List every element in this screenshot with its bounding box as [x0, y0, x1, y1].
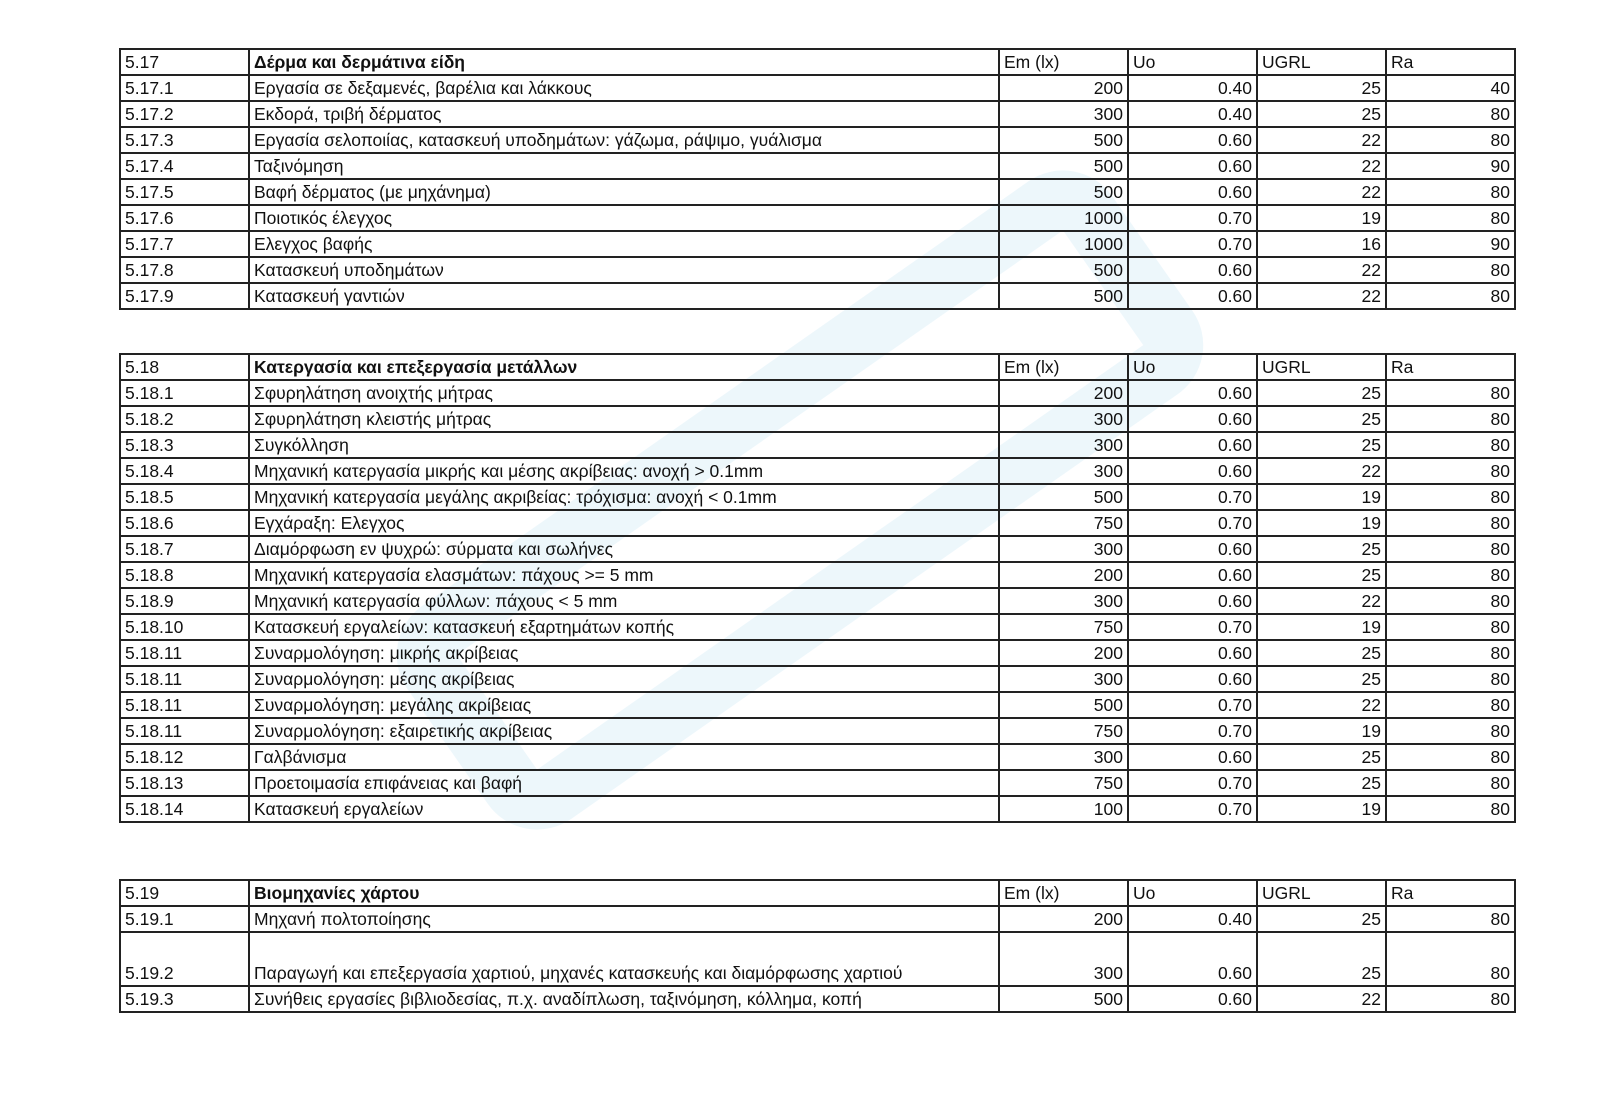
ugrl-value: 19 [1257, 796, 1386, 822]
table-row [120, 796, 1515, 822]
table-row [120, 406, 1515, 432]
item-description: Εκδορά, τριβή δέρματος [249, 101, 999, 127]
item-description: Κατασκευή γαντιών [249, 283, 999, 309]
em-value: 500 [999, 257, 1128, 283]
column-header: Ra [1386, 880, 1515, 906]
ra-value: 80 [1386, 179, 1515, 205]
section-title: Βιομηχανίες χάρτου [249, 880, 999, 906]
ra-value: 80 [1386, 770, 1515, 796]
item-description: Κατασκευή εργαλείων: κατασκευή εξαρτημάτων κοπής [249, 614, 999, 640]
section-table-5-17 [119, 48, 1516, 310]
item-description: Διαμόρφωση εν ψυχρώ: σύρματα και σωλήνες [249, 536, 999, 562]
item-description: Κατασκευή εργαλείων [249, 796, 999, 822]
uo-value: 0.60 [1128, 127, 1257, 153]
uo-value: 0.60 [1128, 536, 1257, 562]
item-description: Σφυρηλάτηση κλειστής μήτρας [249, 406, 999, 432]
table-row [120, 231, 1515, 257]
ugrl-value: 25 [1257, 906, 1386, 932]
table-row [120, 770, 1515, 796]
ugrl-value: 22 [1257, 986, 1386, 1012]
column-header: UGRL [1257, 880, 1386, 906]
column-header: Em (lx) [999, 354, 1128, 380]
em-value: 500 [999, 283, 1128, 309]
ra-value: 80 [1386, 257, 1515, 283]
item-description: Μηχανική κατεργασία μεγάλης ακριβείας: τρόχισμα: ανοχή < 0.1mm [249, 484, 999, 510]
item-code: 5.18.2 [120, 406, 249, 432]
uo-value: 0.70 [1128, 205, 1257, 231]
ugrl-value: 25 [1257, 75, 1386, 101]
item-code: 5.17.9 [120, 283, 249, 309]
uo-value: 0.70 [1128, 796, 1257, 822]
uo-value: 0.60 [1128, 588, 1257, 614]
item-description: Βαφή δέρματος (με μηχάνημα) [249, 179, 999, 205]
item-description: Εργασία σε δεξαμενές, βαρέλια και λάκκους [249, 75, 999, 101]
ugrl-value: 25 [1257, 666, 1386, 692]
uo-value: 0.60 [1128, 257, 1257, 283]
ugrl-value: 19 [1257, 484, 1386, 510]
em-value: 200 [999, 640, 1128, 666]
uo-value: 0.60 [1128, 932, 1257, 986]
ugrl-value: 25 [1257, 406, 1386, 432]
item-code: 5.17.5 [120, 179, 249, 205]
section-title: Κατεργασία και επεξεργασία μετάλλων [249, 354, 999, 380]
column-header: Em (lx) [999, 49, 1128, 75]
table-row [120, 432, 1515, 458]
ra-value: 80 [1386, 536, 1515, 562]
item-description: Κατασκευή υποδημάτων [249, 257, 999, 283]
section-title: Δέρμα και δερμάτινα είδη [249, 49, 999, 75]
table-row [120, 283, 1515, 309]
item-code: 5.18.8 [120, 562, 249, 588]
item-code: 5.18.7 [120, 536, 249, 562]
table-row [120, 127, 1515, 153]
ugrl-value: 22 [1257, 458, 1386, 484]
em-value: 300 [999, 406, 1128, 432]
uo-value: 0.60 [1128, 283, 1257, 309]
em-value: 300 [999, 666, 1128, 692]
ra-value: 80 [1386, 666, 1515, 692]
ra-value: 80 [1386, 380, 1515, 406]
item-description: Σφυρηλάτηση ανοιχτής μήτρας [249, 380, 999, 406]
item-code: 5.17.2 [120, 101, 249, 127]
item-code: 5.17.4 [120, 153, 249, 179]
ra-value: 80 [1386, 640, 1515, 666]
em-value: 500 [999, 692, 1128, 718]
ugrl-value: 22 [1257, 588, 1386, 614]
uo-value: 0.70 [1128, 484, 1257, 510]
column-header: Uo [1128, 880, 1257, 906]
em-value: 500 [999, 484, 1128, 510]
item-code: 5.19.2 [120, 932, 249, 986]
ra-value: 80 [1386, 432, 1515, 458]
ra-value: 80 [1386, 484, 1515, 510]
table-header-row [120, 354, 1515, 380]
table-header-row [120, 49, 1515, 75]
uo-value: 0.40 [1128, 906, 1257, 932]
uo-value: 0.60 [1128, 744, 1257, 770]
em-value: 1000 [999, 231, 1128, 257]
em-value: 500 [999, 127, 1128, 153]
item-description: Συναρμολόγηση: μέσης ακρίβειας [249, 666, 999, 692]
em-value: 200 [999, 75, 1128, 101]
uo-value: 0.60 [1128, 179, 1257, 205]
em-value: 200 [999, 380, 1128, 406]
table-row [120, 744, 1515, 770]
ra-value: 80 [1386, 283, 1515, 309]
uo-value: 0.40 [1128, 75, 1257, 101]
table-row [120, 380, 1515, 406]
ugrl-value: 19 [1257, 510, 1386, 536]
table-row [120, 562, 1515, 588]
ra-value: 80 [1386, 101, 1515, 127]
uo-value: 0.40 [1128, 101, 1257, 127]
uo-value: 0.60 [1128, 666, 1257, 692]
item-code: 5.17.3 [120, 127, 249, 153]
item-description: Συναρμολόγηση: μεγάλης ακρίβειας [249, 692, 999, 718]
item-code: 5.18.5 [120, 484, 249, 510]
ugrl-value: 22 [1257, 257, 1386, 283]
em-value: 750 [999, 718, 1128, 744]
item-code: 5.18.3 [120, 432, 249, 458]
em-value: 300 [999, 536, 1128, 562]
item-description: Εγχάραξη: Ελεγχος [249, 510, 999, 536]
section-table-5-19 [119, 879, 1516, 1013]
column-header: Uo [1128, 354, 1257, 380]
ugrl-value: 25 [1257, 562, 1386, 588]
table-row [120, 458, 1515, 484]
ra-value: 80 [1386, 127, 1515, 153]
ugrl-value: 25 [1257, 932, 1386, 986]
ugrl-value: 25 [1257, 536, 1386, 562]
em-value: 500 [999, 153, 1128, 179]
ra-value: 80 [1386, 796, 1515, 822]
item-code: 5.18.11 [120, 640, 249, 666]
item-description: Συναρμολόγηση: μικρής ακρίβειας [249, 640, 999, 666]
ra-value: 80 [1386, 510, 1515, 536]
em-value: 200 [999, 562, 1128, 588]
table-row [120, 257, 1515, 283]
item-code: 5.18.10 [120, 614, 249, 640]
item-description: Μηχανική κατεργασία μικρής και μέσης ακρίβειας: ανοχή > 0.1mm [249, 458, 999, 484]
ra-value: 80 [1386, 692, 1515, 718]
ugrl-value: 22 [1257, 127, 1386, 153]
table-row [120, 906, 1515, 932]
em-value: 300 [999, 101, 1128, 127]
item-code: 5.18.4 [120, 458, 249, 484]
ugrl-value: 25 [1257, 380, 1386, 406]
section-code: 5.17 [120, 49, 249, 75]
ugrl-value: 22 [1257, 692, 1386, 718]
table-row [120, 932, 1515, 986]
column-header: Uo [1128, 49, 1257, 75]
ra-value: 40 [1386, 75, 1515, 101]
em-value: 750 [999, 510, 1128, 536]
item-code: 5.19.3 [120, 986, 249, 1012]
uo-value: 0.60 [1128, 640, 1257, 666]
item-description: Συγκόλληση [249, 432, 999, 458]
item-description: Συνήθεις εργασίες βιβλιοδεσίας, π.χ. αναδίπλωση, ταξινόμηση, κόλλημα, κοπή [249, 986, 999, 1012]
column-header: UGRL [1257, 354, 1386, 380]
ugrl-value: 25 [1257, 640, 1386, 666]
ra-value: 80 [1386, 906, 1515, 932]
em-value: 300 [999, 744, 1128, 770]
table-header-row [120, 880, 1515, 906]
uo-value: 0.70 [1128, 692, 1257, 718]
item-code: 5.19.1 [120, 906, 249, 932]
item-description: Ταξινόμηση [249, 153, 999, 179]
em-value: 200 [999, 906, 1128, 932]
item-code: 5.18.6 [120, 510, 249, 536]
ra-value: 80 [1386, 986, 1515, 1012]
uo-value: 0.60 [1128, 406, 1257, 432]
table-row [120, 179, 1515, 205]
column-header: Ra [1386, 354, 1515, 380]
ra-value: 80 [1386, 205, 1515, 231]
ugrl-value: 16 [1257, 231, 1386, 257]
section-code: 5.18 [120, 354, 249, 380]
em-value: 300 [999, 432, 1128, 458]
item-code: 5.17.7 [120, 231, 249, 257]
item-code: 5.18.14 [120, 796, 249, 822]
ra-value: 80 [1386, 458, 1515, 484]
section-table-5-18 [119, 353, 1516, 823]
table-row [120, 536, 1515, 562]
ra-value: 80 [1386, 406, 1515, 432]
uo-value: 0.70 [1128, 770, 1257, 796]
item-description: Μηχανική κατεργασία φύλλων: πάχους < 5 mm [249, 588, 999, 614]
table-row [120, 153, 1515, 179]
table-row [120, 692, 1515, 718]
ra-value: 80 [1386, 588, 1515, 614]
table-row [120, 75, 1515, 101]
item-code: 5.18.12 [120, 744, 249, 770]
em-value: 500 [999, 179, 1128, 205]
item-description: Συναρμολόγηση: εξαιρετικής ακρίβειας [249, 718, 999, 744]
table-row [120, 718, 1515, 744]
item-description: Μηχανική κατεργασία ελασμάτων: πάχους >= 5 mm [249, 562, 999, 588]
uo-value: 0.70 [1128, 510, 1257, 536]
table-row [120, 986, 1515, 1012]
em-value: 300 [999, 932, 1128, 986]
ra-value: 80 [1386, 744, 1515, 770]
ugrl-value: 22 [1257, 179, 1386, 205]
ra-value: 80 [1386, 932, 1515, 986]
item-code: 5.18.1 [120, 380, 249, 406]
uo-value: 0.70 [1128, 718, 1257, 744]
uo-value: 0.70 [1128, 614, 1257, 640]
table-row [120, 205, 1515, 231]
uo-value: 0.70 [1128, 231, 1257, 257]
column-header: Ra [1386, 49, 1515, 75]
table-row [120, 614, 1515, 640]
uo-value: 0.60 [1128, 432, 1257, 458]
ra-value: 80 [1386, 562, 1515, 588]
item-description: Παραγωγή και επεξεργασία χαρτιού, μηχανές κατασκευής και διαμόρφωσης χαρτιού [249, 932, 999, 986]
em-value: 500 [999, 986, 1128, 1012]
ugrl-value: 22 [1257, 283, 1386, 309]
item-description: Ποιοτικός έλεγχος [249, 205, 999, 231]
item-description: Εργασία σελοποιίας, κατασκευή υποδημάτων: γάζωμα, ράψιμο, γυάλισμα [249, 127, 999, 153]
item-code: 5.18.13 [120, 770, 249, 796]
column-header: Em (lx) [999, 880, 1128, 906]
ugrl-value: 25 [1257, 770, 1386, 796]
item-code: 5.18.11 [120, 718, 249, 744]
section-code: 5.19 [120, 880, 249, 906]
item-description: Γαλβάνισμα [249, 744, 999, 770]
item-description: Ελεγχος βαφής [249, 231, 999, 257]
table-row [120, 588, 1515, 614]
table-row [120, 640, 1515, 666]
ugrl-value: 19 [1257, 718, 1386, 744]
ra-value: 90 [1386, 153, 1515, 179]
item-code: 5.18.9 [120, 588, 249, 614]
item-description: Προετοιμασία επιφάνειας και βαφή [249, 770, 999, 796]
ugrl-value: 25 [1257, 432, 1386, 458]
uo-value: 0.60 [1128, 380, 1257, 406]
table-row [120, 510, 1515, 536]
em-value: 300 [999, 588, 1128, 614]
item-code: 5.18.11 [120, 666, 249, 692]
ra-value: 90 [1386, 231, 1515, 257]
uo-value: 0.60 [1128, 458, 1257, 484]
item-description: Μηχανή πολτοποίησης [249, 906, 999, 932]
item-code: 5.18.11 [120, 692, 249, 718]
ugrl-value: 19 [1257, 205, 1386, 231]
ra-value: 80 [1386, 614, 1515, 640]
table-row [120, 484, 1515, 510]
ugrl-value: 22 [1257, 153, 1386, 179]
em-value: 1000 [999, 205, 1128, 231]
item-code: 5.17.6 [120, 205, 249, 231]
table-row [120, 666, 1515, 692]
ugrl-value: 25 [1257, 744, 1386, 770]
em-value: 750 [999, 770, 1128, 796]
ugrl-value: 25 [1257, 101, 1386, 127]
em-value: 750 [999, 614, 1128, 640]
item-code: 5.17.1 [120, 75, 249, 101]
uo-value: 0.60 [1128, 986, 1257, 1012]
em-value: 300 [999, 458, 1128, 484]
ra-value: 80 [1386, 718, 1515, 744]
table-row [120, 101, 1515, 127]
em-value: 100 [999, 796, 1128, 822]
item-code: 5.17.8 [120, 257, 249, 283]
uo-value: 0.60 [1128, 562, 1257, 588]
uo-value: 0.60 [1128, 153, 1257, 179]
ugrl-value: 19 [1257, 614, 1386, 640]
column-header: UGRL [1257, 49, 1386, 75]
